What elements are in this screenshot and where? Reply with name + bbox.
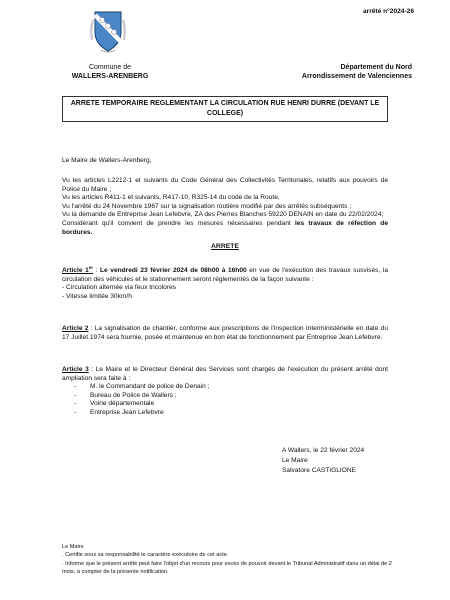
article-2-text: : La signalisation de chantier, conforme aux prescriptions de l'inspection Interministérielle en date du 17 Juillet 1974 sera fournie, posée et maintenue en bon état de fonctionnement par Entreprise Jean Lefebvre. bbox=[62, 325, 388, 341]
consideration-works: les travaux de réfection de bordures. bbox=[62, 219, 388, 236]
article-1-text: en vue de l'exécution des travaux susvisés, la circulation des véhicules et le stationnement seront réglementés de la façon suivante : bbox=[62, 267, 388, 283]
consideration-line: Vu les articles R411-1 et suivants, R417-10, R325-14 du code de la Route, bbox=[62, 194, 280, 202]
commune-label: Commune de bbox=[88, 64, 132, 71]
article-3-label: Article 3 bbox=[62, 366, 89, 373]
signature-name: Salvatore CASTIGLIONE bbox=[282, 467, 357, 474]
consideration-text: Considérant qu'il convient de prendre les mesures nécessaires pendant bbox=[62, 219, 295, 227]
article-1-label: Article 1er bbox=[62, 265, 94, 275]
arrondissement-name: Arrondissement de Valenciennes bbox=[301, 73, 412, 80]
signature-block bbox=[282, 446, 364, 476]
article-1-item: - Vitesse limitée 30km/h bbox=[62, 292, 132, 300]
article-3 bbox=[62, 366, 388, 418]
recipient-item: - Voirie départementale bbox=[74, 400, 388, 409]
article-1-item: - Circulation alternée via feux tricolores bbox=[62, 284, 176, 292]
article-2 bbox=[62, 325, 388, 342]
document-title: ARRETE TEMPORAIRE REGLEMENTANT LA CIRCULATION RUE HENRI DURRE (DEVANT LE COLLEGE) bbox=[62, 96, 388, 122]
commune-name: WALLERS-ARENBERG bbox=[71, 73, 149, 80]
department-name: Département du Nord bbox=[340, 64, 412, 71]
recipients-list bbox=[62, 383, 388, 417]
mayor-line: Le Maire de Wallers-Arenberg, bbox=[62, 157, 152, 164]
department-block bbox=[232, 63, 412, 81]
legal-footer bbox=[62, 543, 402, 577]
signature-role: Le Maire bbox=[282, 457, 308, 464]
consideration-line: Vu les articles L2212-1 et suivants du Code Général des Collectivités Territoriales, relatifs aux pouvoirs de Police du Maire ; bbox=[62, 177, 388, 193]
article-1-date: Le vendredi 23 février 2024 de 08h00 à 16h00 bbox=[100, 267, 247, 275]
consideration-final bbox=[62, 220, 388, 237]
footer-line: . Informe que le présent arrêté peut faire l'objet d'un recours pour excès de pouvoir devant le Tribunal Administratif dans un délai de 2 mois, à compter de la présente notification. bbox=[62, 560, 392, 576]
signature-place-date: A Wallers, le 22 février 2024 bbox=[282, 447, 365, 454]
decree-reference: arrêté n°2024-26 bbox=[362, 8, 414, 15]
consideration-line: Vu l'arrêté du 24 Novembre 1967 sur la signalisation routière modifié par des arrêtés subséquents ; bbox=[62, 202, 352, 210]
article-3-text: : Le Maire et le Directeur Général des Services sont chargés de l'exécution du présent arrêté dont ampliation sera faite à : bbox=[62, 366, 388, 382]
footer-heading: Le Maire bbox=[62, 544, 84, 550]
recipient-item: - Entreprise Jean Lefebvre bbox=[74, 409, 388, 418]
footer-line: . Certifie sous sa responsabilité le caractère exécutoire de cet acte. bbox=[62, 552, 229, 559]
recipient-item: - M. le Commandant de police de Denain ; bbox=[74, 383, 388, 392]
coat-of-arms-icon bbox=[88, 6, 128, 56]
recipient-item: - Bureau de Police de Wallers ; bbox=[74, 392, 388, 401]
article-1 bbox=[62, 264, 388, 302]
arrete-heading: ARRETE bbox=[211, 243, 239, 250]
commune-block bbox=[60, 63, 160, 81]
article-1-colon: : bbox=[93, 267, 101, 275]
consideration-line: Vu la demande de Entreprise Jean Lefebvre, ZA des Pierres Blanches 59220 DENAIN en date du 22/02/2024; bbox=[62, 211, 384, 219]
article-2-label: Article 2 bbox=[62, 325, 89, 332]
considerations bbox=[62, 177, 388, 237]
